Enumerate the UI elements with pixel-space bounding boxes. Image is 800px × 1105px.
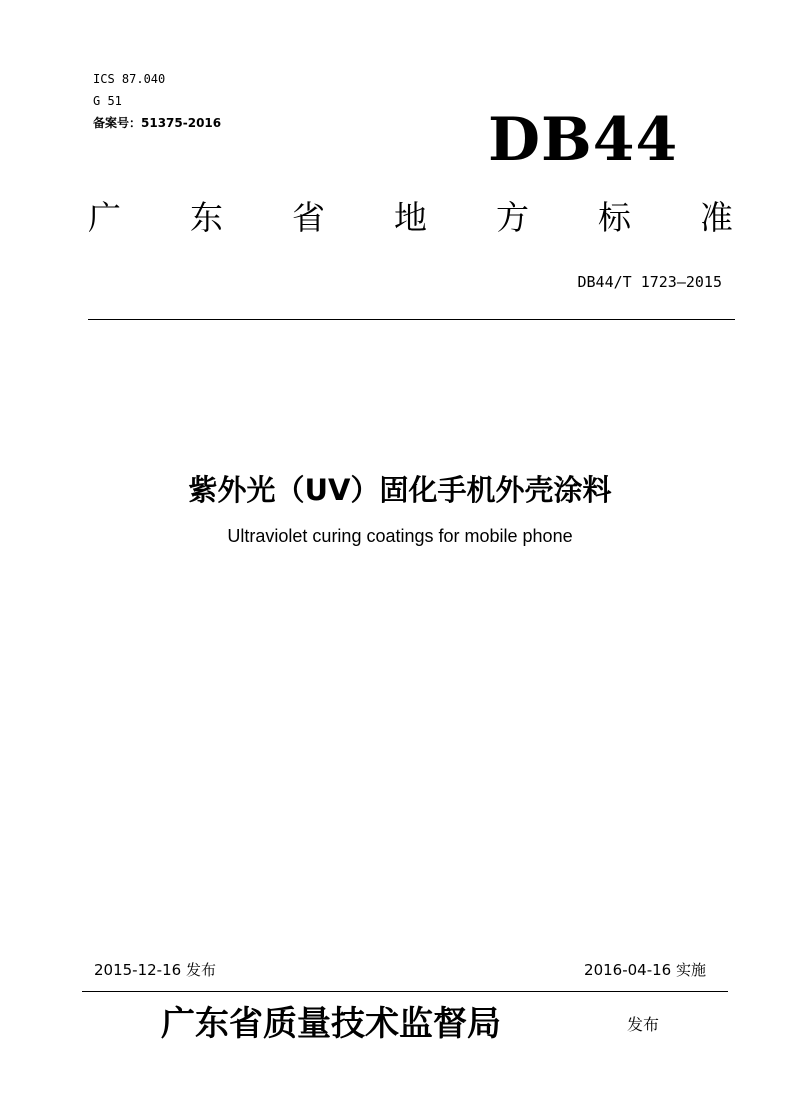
document-title-english: Ultraviolet curing coatings for mobile phone <box>227 526 573 546</box>
document-title-chinese: 紫外光（UV）固化手机外壳涂料 <box>188 473 612 507</box>
implementation-date: 2016-04-16 实施 <box>584 961 706 979</box>
top-divider <box>88 319 735 320</box>
standard-number: DB44/T 1723—2015 <box>577 273 722 291</box>
bottom-divider <box>82 991 728 992</box>
standard-type-char: 标 <box>598 198 631 237</box>
standard-type-char: 东 <box>190 198 223 237</box>
standard-code-large: DB44 <box>488 105 679 175</box>
standard-type-heading <box>88 196 733 240</box>
standard-type-char: 广 <box>88 198 121 237</box>
standard-type-char: 省 <box>292 198 325 237</box>
issuing-label: 发布 <box>627 1015 660 1034</box>
issue-date: 2015-12-16 发布 <box>94 961 216 979</box>
record-number: 备案号：51375-2016 <box>93 116 222 130</box>
issuing-authority: 广东省质量技术监督局 <box>161 1004 501 1044</box>
standard-type-char: 准 <box>700 198 733 237</box>
standard-type-char: 方 <box>496 198 529 237</box>
classification-code: G 51 <box>93 94 122 108</box>
standard-type-char: 地 <box>394 198 427 237</box>
ics-code: ICS 87.040 <box>93 72 166 86</box>
